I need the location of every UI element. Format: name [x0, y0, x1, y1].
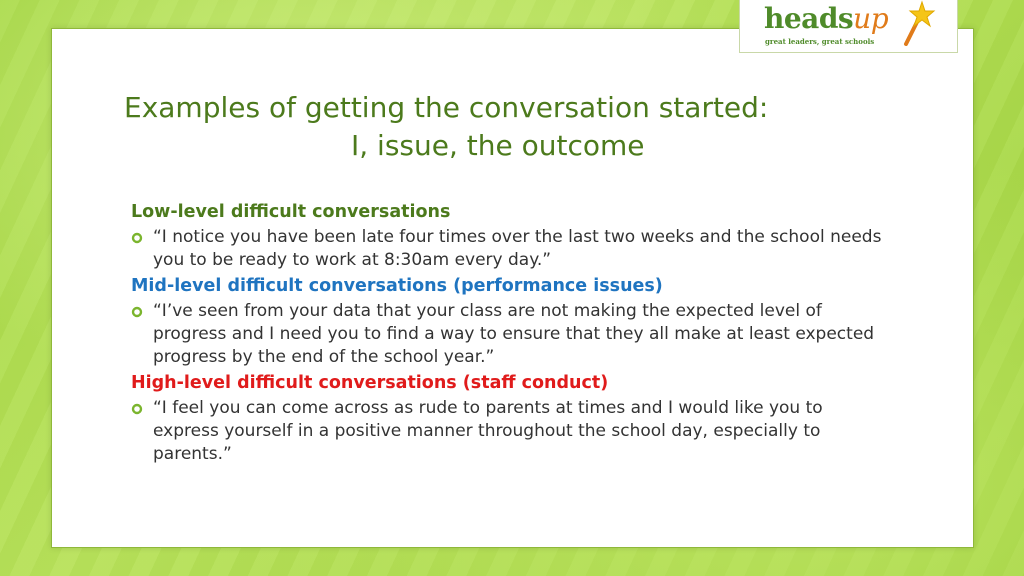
logo-heads-text: heads [764, 2, 854, 35]
bullet-text-low: “I notice you have been late four times over the last two weeks and the school needs you to be ready to work at 8:30am every day.” [153, 227, 882, 270]
bullet-item-low [131, 226, 891, 272]
section-heading-low: Low-level difficult conversations [131, 202, 451, 222]
section-heading-mid: Mid-level difficult conversations (performance issues) [131, 276, 663, 296]
headsup-logo [739, 0, 958, 53]
logo-tagline: great leaders, great schools [765, 37, 875, 46]
ring-bullet-icon [131, 306, 143, 318]
bullet-item-high [131, 397, 891, 466]
page-title [124, 89, 884, 165]
logo-wordmark [764, 2, 888, 35]
title-line-1: Examples of getting the conversation started: [124, 91, 769, 124]
bullet-text-high: “I feel you can come across as rude to parents at times and I would like you to express yourself in a positive manner throughout the school day, especially to parents.” [153, 398, 823, 464]
star-wand-icon [896, 0, 936, 46]
bullet-text-mid: “I’ve seen from your data that your class are not making the expected level of progress and I need you to find a way to ensure that they all make at least expected progress by the end of the school year.” [153, 301, 875, 367]
logo-up-text: up [853, 2, 889, 35]
ring-bullet-icon [131, 232, 143, 244]
section-heading-high: High-level difficult conversations (staff conduct) [131, 373, 609, 393]
ring-bullet-icon [131, 403, 143, 415]
bullet-item-mid [131, 300, 891, 369]
title-line-2: I, issue, the outcome [351, 129, 645, 162]
content-body [131, 201, 891, 466]
